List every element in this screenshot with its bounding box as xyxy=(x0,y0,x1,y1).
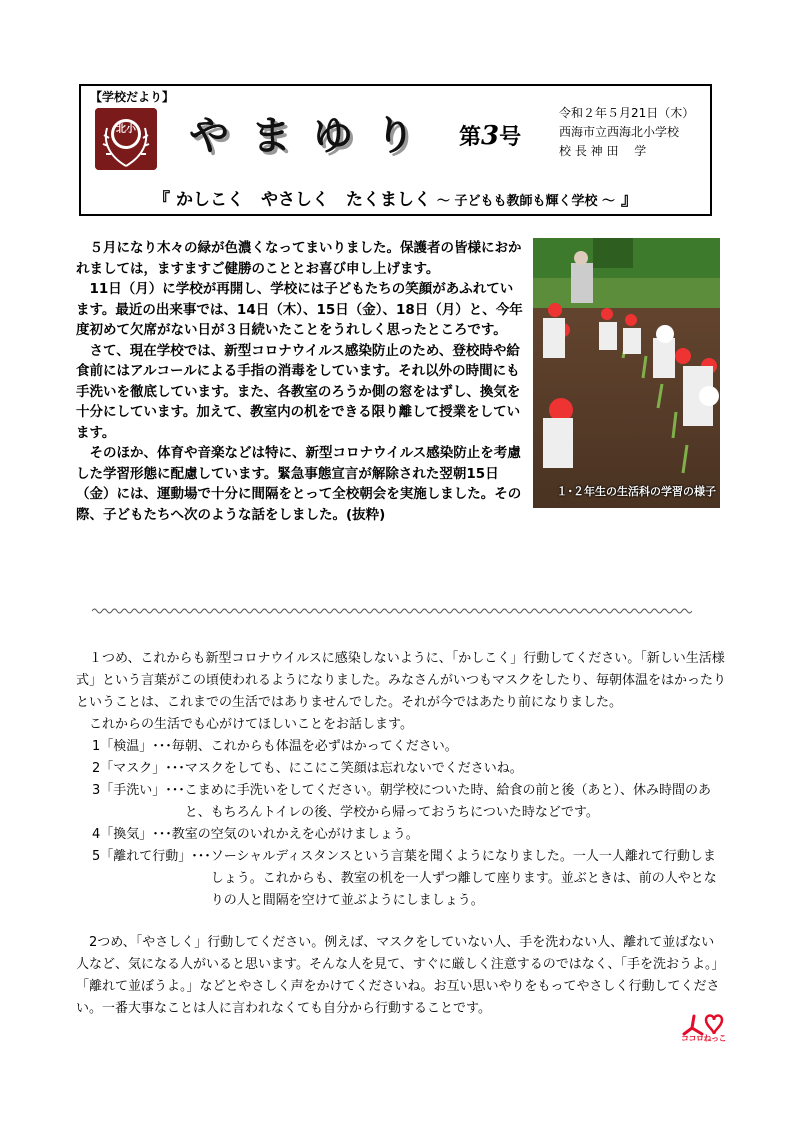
list-item: 1「検温」･･･ 毎朝、これからも体温を必ずはかってください。 xyxy=(92,739,458,754)
newsletter-tag: 【学校だより】 xyxy=(90,90,175,104)
photo-caption: １･２年生の生活科の学習の様子 xyxy=(556,484,716,498)
list-item: 3「手洗い」･･･ こまめに手洗いをしてください。朝学校についた時、給食の前と後（あと）、休み時間のあと、もちろんトイレの後、学校から帰っておうちについた時などです。 xyxy=(92,783,712,820)
speech-paragraph: １つめ、これからも新型コロナウイルスに感染しないように、「かしこく」行動してください。「新しい生活様式」という言葉がこの頃使われるようになりました。みなさんがいつもマスクをしたり、毎朝体温をはかったりということは、これまでの生活ではありませんでした。それが今ではあたり前になりました。 xyxy=(76,651,727,710)
issue-info xyxy=(559,104,694,161)
intro-article xyxy=(76,238,720,525)
school-slogan: 『 かしこく やさしく たくましく ～ 子どもも教師も輝く学校 ～ 』 xyxy=(153,190,638,210)
principal-speech xyxy=(76,648,726,1020)
principal-name: 校 長 神 田 学 xyxy=(559,144,647,158)
issue-date: 令和２年５月21日（木） xyxy=(559,106,695,120)
class-photo xyxy=(533,238,720,508)
article-paragraph: さて、現在学校では、新型コロナウイルス感染防止のため、登校時や給食前にはアルコールによる手指の消毒をしています。それ以外の時間にも手洗いを徹底しています。また、各教室のろうか側の窓をはずし、換気を十分にしています。加えて、教室内の机をできる限り離して授業をしています。 xyxy=(76,342,521,441)
svg-text:北小: 北小 xyxy=(116,124,136,135)
list-item: 5「離れて行動」･･･ ソーシャルディスタンスという言葉を聞くようになりました。一人一人離れて行動しましょう。これからも、教室の机を一人ずつ離して座ります。並ぶときは、前の人やとなりの人と間隔を空けて並ぶようにしましょう。 xyxy=(92,849,717,908)
wavy-divider xyxy=(92,606,692,616)
article-paragraph: ５月になり木々の緑が色濃くなってまいりました。保護者の皆様におかれましては，ますますご健勝のこととお喜び申し上げます。 xyxy=(76,240,522,277)
newsletter-title: やまゆり xyxy=(189,112,437,159)
logo-text: ココロねっこ xyxy=(681,1034,726,1043)
article-paragraph: そのほか、体育や音楽などは特に、新型コロナウイルス感染防止を考慮した学習形態に配慮しています。緊急事態宣言が解除された翌朝15日（金）には、運動場で十分に間隔をとって全校朝会を実施しました。その際、子どもたちへ次のような話をしました。(抜粋) xyxy=(76,445,522,523)
article-paragraph: 11日（月）に学校が再開し、学校には子どもたちの笑顔があふれています。最近の出来事では、14日（木）、15日（金）、18日（月）と、今年度初めて欠席がない日が３日続いたことをうれしく思ったところです。 xyxy=(76,281,523,338)
speech-lead: これからの生活でも心がけてほしいことをお話します。 xyxy=(89,717,413,732)
school-emblem-icon xyxy=(95,108,157,170)
issue-number: 第3号 xyxy=(459,121,522,151)
list-item: 4「換気」･･･ 教室の空気のいれかえを心がけましょう。 xyxy=(92,827,419,842)
list-item: 2「マスク」･･･ マスクをしても、にこにこ笑顔は忘れないでくださいね。 xyxy=(92,761,523,776)
speech-paragraph: 2つめ、「やさしく」行動してください。例えば、マスクをしていない人、手を洗わない人、離れて並ばない人など、気になる人がいると思います。そんな人を見て、すぐに厳しく注意するのではなく、「手を洗おうよ。」「離れて並ぼうよ。」などとやさしく声をかけてくださいね。お互い思いやりをもってやさしく行動してください。一番大事なことは人に言われなくても自分から行動することです。 xyxy=(76,935,725,1016)
school-name: 西海市立西海北小学校 xyxy=(559,125,680,139)
newsletter-header xyxy=(79,84,712,216)
